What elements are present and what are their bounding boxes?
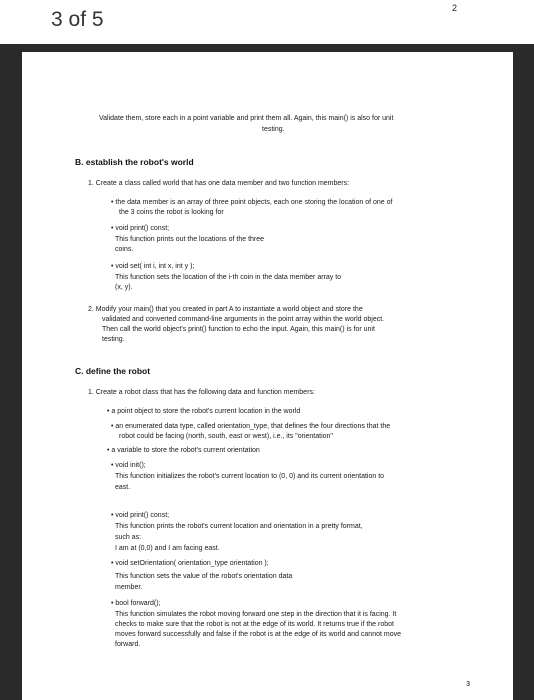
page-gap <box>0 44 534 52</box>
bullet-text: This function initializes the robot's current location to (0, 0) and its current orientation to <box>115 473 385 480</box>
previous-page-number: 2 <box>452 3 458 13</box>
bullet-text: robot could be facing (north, south, east or west), i.e., its "orientation" <box>119 433 333 440</box>
list-item-text: testing. <box>102 336 125 343</box>
bullet: • void setOrientation( orientation_type orientation ); <box>111 560 269 567</box>
bullet-text: the 3 coins the robot is looking for <box>119 209 224 216</box>
list-item-text: Then call the world object's print() function to echo the input. Again, this main() is for unit <box>102 326 375 333</box>
bullet-text: This function prints the robot's current location and orientation in a pretty format, <box>115 523 363 530</box>
bullet-text: forward. <box>115 641 141 648</box>
intro-line: testing. <box>262 126 285 133</box>
bullet-text: (x, y). <box>115 284 133 291</box>
bullet-text: This function sets the value of the robot's orientation data <box>115 573 293 580</box>
page-indicator: 3 of 5 <box>51 8 104 31</box>
section-c-heading: C. define the robot <box>75 366 151 376</box>
bullet: • bool forward(); <box>111 600 161 607</box>
list-item: 1. Create a robot class that has the following data and function members: <box>88 389 315 396</box>
bullet: • a point object to store the robot's current location in the world <box>107 408 301 415</box>
bullet-text: member. <box>115 584 143 591</box>
bullet-text: moves forward successfully and false if the robot is at the edge of its world and cannot move <box>115 631 401 638</box>
bullet-text: This function sets the location of the i-th coin in the data member array to <box>115 274 342 281</box>
bullet-text: coins. <box>115 246 134 253</box>
bullet: • void print() const; <box>111 512 170 519</box>
bullet-text: such as: <box>115 534 142 541</box>
list-item-text: validated and converted command-line arguments in the point array within the world object. <box>102 316 385 323</box>
bullet: • void init(); <box>111 462 146 469</box>
section-b-heading: B. establish the robot's world <box>75 157 194 167</box>
bullet: • an enumerated data type, called orientation_type, that defines the four directions that the <box>111 423 391 430</box>
bullet-text: east. <box>115 484 131 491</box>
list-item: 2. Modify your main() that you created in part A to instantiate a world object and store the <box>88 306 363 313</box>
bullet: • the data member is an array of three point objects, each one storing the location of one of <box>111 199 393 206</box>
list-item: 1. Create a class called world that has one data member and two function members: <box>88 180 350 187</box>
document-page <box>22 52 513 700</box>
bullet-text: This function prints out the locations of the three <box>115 236 265 243</box>
bullet: • void set( int i, int x, int y ); <box>111 263 195 270</box>
bullet-text: This function simulates the robot moving forward one step in the direction that it is facing. It <box>115 611 397 618</box>
bullet-text: I am at (0,0) and I am facing east. <box>115 545 220 552</box>
page-number: 3 <box>466 681 470 688</box>
bullet: • void print() const; <box>111 225 170 232</box>
viewer-toolbar <box>0 0 534 44</box>
bullet-text: checks to make sure that the robot is not at the edge of its world. It returns true if the robot <box>115 621 394 628</box>
intro-line: Validate them, store each in a point variable and print them all. Again, this main() is also for unit <box>99 115 394 122</box>
bullet: • a variable to store the robot's current orientation <box>107 447 260 454</box>
